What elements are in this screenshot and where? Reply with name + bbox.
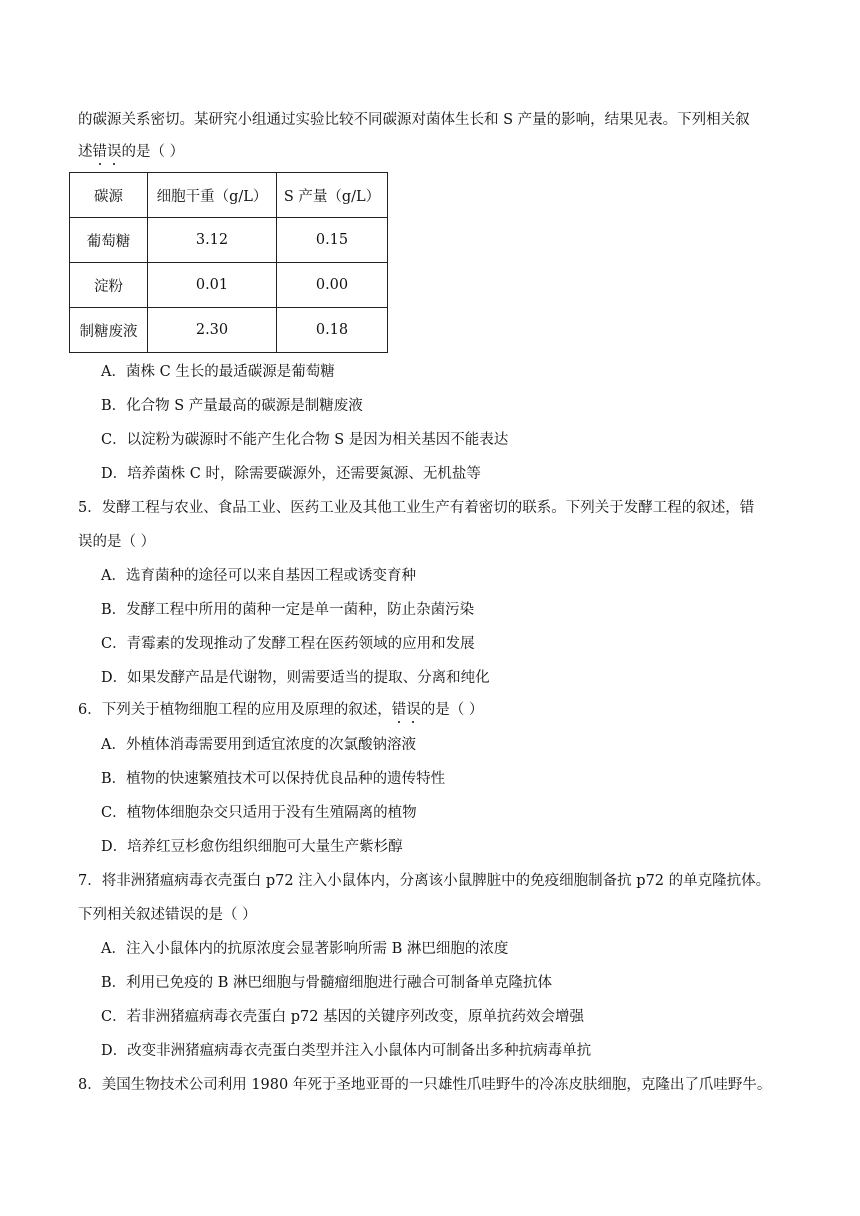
q5-option-b: B．发酵工程中所用的菌种一定是单一菌种，防止杂菌污染 <box>101 602 475 618</box>
q5-stem-line1: 5．发酵工程与农业、食品工业、医药工业及其他工业生产有着密切的联系。下列关于发酵工程的叙述，错 <box>78 500 755 516</box>
q4-stem-post: 的是（ ） <box>121 144 185 160</box>
carbon-source-table <box>69 172 388 353</box>
q6-option-d: D．培养红豆杉愈伤组织细胞可大量生产紫杉醇 <box>101 839 403 855</box>
table-cell: 淀粉 <box>70 263 148 308</box>
table-header-cell: 细胞干重（g/L） <box>148 173 277 218</box>
table-cell: 制糖废液 <box>70 308 148 353</box>
q4-stem-pre: 述 <box>78 144 93 160</box>
table-cell: 2.30 <box>148 308 277 353</box>
table-row <box>70 263 388 308</box>
table-cell: 0.15 <box>277 218 388 263</box>
table-header-cell: 碳源 <box>70 173 148 218</box>
q5-option-a: A．选育菌种的途径可以来自基因工程或诱变育种 <box>101 568 416 584</box>
table-header-cell: S 产量（g/L） <box>277 173 388 218</box>
table-cell: 0.01 <box>148 263 277 308</box>
q4-stem-line1: 的碳源关系密切。某研究小组通过实验比较不同碳源对菌体生长和 S 产量的影响，结果见表。下列相关叙 <box>78 112 750 128</box>
q5-option-c: C．青霉素的发现推动了发酵工程在医药领域的应用和发展 <box>101 636 475 652</box>
q6-option-b: B．植物的快速繁殖技术可以保持优良品种的遗传特性 <box>101 771 446 787</box>
q8-stem-line1: 8．美国生物技术公司利用 1980 年死于圣地亚哥的一只雄性爪哇野牛的冷冻皮肤细胞，克隆出了爪哇野牛。 <box>78 1077 772 1093</box>
q7-option-c: C．若非洲猪瘟病毒衣壳蛋白 p72 基因的关键序列改变，原单抗药效会增强 <box>101 1009 585 1025</box>
q4-option-b: B．化合物 S 产量最高的碳源是制糖废液 <box>101 398 363 414</box>
emphasis-char: 误 <box>107 144 122 160</box>
table-header-row <box>70 173 388 218</box>
table-cell: 葡萄糖 <box>70 218 148 263</box>
q6-stem <box>78 700 483 720</box>
table-cell: 0.18 <box>277 308 388 353</box>
q4-option-a: A．菌株 C 生长的最适碳源是葡萄糖 <box>101 364 335 380</box>
q4-option-c: C．以淀粉为碳源时不能产生化合物 S 是因为相关基因不能表达 <box>101 432 509 448</box>
q7-stem-line1: 7．将非洲猪瘟病毒衣壳蛋白 p72 注入小鼠体内，分离该小鼠脾脏中的免疫细胞制备抗 p72 的单克隆抗体。 <box>78 873 771 889</box>
q7-option-b: B．利用已免疫的 B 淋巴细胞与骨髓瘤细胞进行融合可制备单克隆抗体 <box>101 975 553 991</box>
emphasis-char: 误 <box>406 702 421 718</box>
q7-option-d: D．改变非洲猪瘟病毒衣壳蛋白类型并注入小鼠体内可制备出多种抗病毒单抗 <box>101 1043 592 1059</box>
q7-stem-line2: 下列相关叙述错误的是（ ） <box>78 907 257 923</box>
q6-stem-post: 的是（ ） <box>420 702 484 718</box>
emphasis-char: 错 <box>391 702 407 718</box>
q4-option-d: D．培养菌株 C 时，除需要碳源外，还需要氮源、无机盐等 <box>101 466 481 482</box>
q5-stem-line2: 误的是（ ） <box>78 534 156 550</box>
emphasis-char: 错 <box>92 144 107 160</box>
q4-stem-line2 <box>78 142 184 162</box>
table-cell: 0.00 <box>277 263 388 308</box>
q7-option-a: A．注入小鼠体内的抗原浓度会显著影响所需 B 淋巴细胞的浓度 <box>101 941 509 957</box>
q5-option-d: D．如果发酵产品是代谢物，则需要适当的提取、分离和纯化 <box>101 670 490 686</box>
table-row <box>70 218 388 263</box>
q6-option-c: C．植物体细胞杂交只适用于没有生殖隔离的植物 <box>101 805 417 821</box>
q6-stem-pre: 6．下列关于植物细胞工程的应用及原理的叙述， <box>78 702 392 718</box>
table-row <box>70 308 388 353</box>
table-cell: 3.12 <box>148 218 277 263</box>
q6-option-a: A．外植体消毒需要用到适宜浓度的次氯酸钠溶液 <box>101 737 416 753</box>
